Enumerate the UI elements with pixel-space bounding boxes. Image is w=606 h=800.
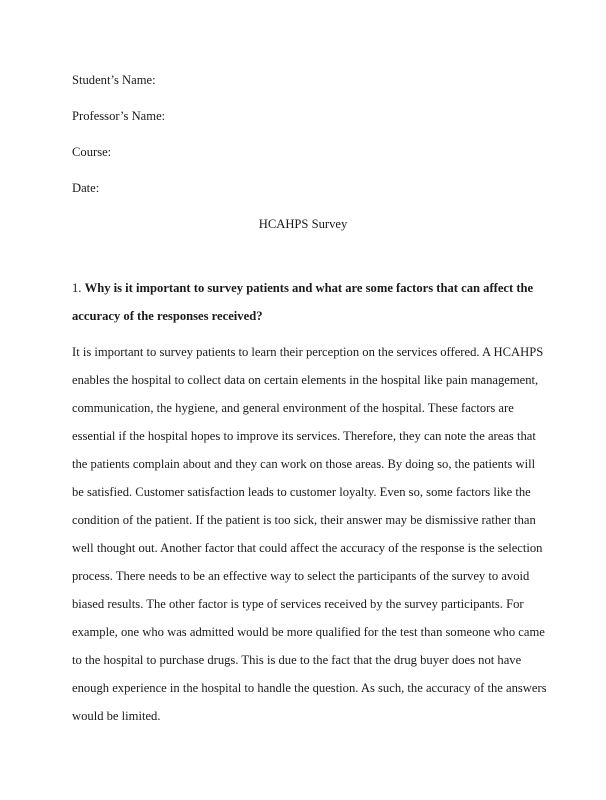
answer-line: biased results. The other factor is type of services received by the survey participants. For: [72, 597, 524, 611]
date-label: Date:: [72, 181, 100, 195]
answer-line: It is important to survey patients to learn their perception on the services offered. A HCAHPS: [72, 345, 544, 359]
question-text-line-2: accuracy of the responses received?: [72, 309, 263, 323]
answer-line: process. There needs to be an effective way to select the participants of the survey to avoid: [72, 569, 530, 583]
answer-line: would be limited.: [72, 709, 161, 723]
answer-line: be satisfied. Customer satisfaction leads to customer loyalty. Even so, some factors like the: [72, 485, 531, 499]
professor-name-label: Professor’s Name:: [72, 109, 166, 123]
answer-line: condition of the patient. If the patient is too sick, their answer may be dismissive rather than: [72, 513, 536, 527]
course-label: Course:: [72, 145, 112, 159]
answer-line: enough experience in the hospital to handle the question. As such, the accuracy of the answers: [72, 681, 547, 695]
answer-line: well thought out. Another factor that could affect the accuracy of the response is the selection: [72, 541, 543, 555]
answer-line: essential if the hospital hopes to improve its services. Therefore, they can note the areas that: [72, 429, 536, 443]
answer-line: example, one who was admitted would be more qualified for the test than someone who came: [72, 625, 545, 639]
document-title: HCAHPS Survey: [258, 217, 348, 231]
student-name-label: Student’s Name:: [72, 73, 156, 87]
question-number: 1.: [72, 281, 85, 295]
answer-line: to the hospital to purchase drugs. This is due to the fact that the drug buyer does not have: [72, 653, 522, 667]
answer-line: communication, the hygiene, and general environment of the hospital. These factors are: [72, 401, 514, 415]
question-text-line-1: Why is it important to survey patients and what are some factors that can affect the: [84, 281, 534, 295]
answer-line: the patients complain about and they can work on those areas. By doing so, the patients will: [72, 457, 536, 471]
question-line-1: [72, 280, 533, 296]
answer-line: enables the hospital to collect data on certain elements in the hospital like pain management,: [72, 373, 539, 387]
